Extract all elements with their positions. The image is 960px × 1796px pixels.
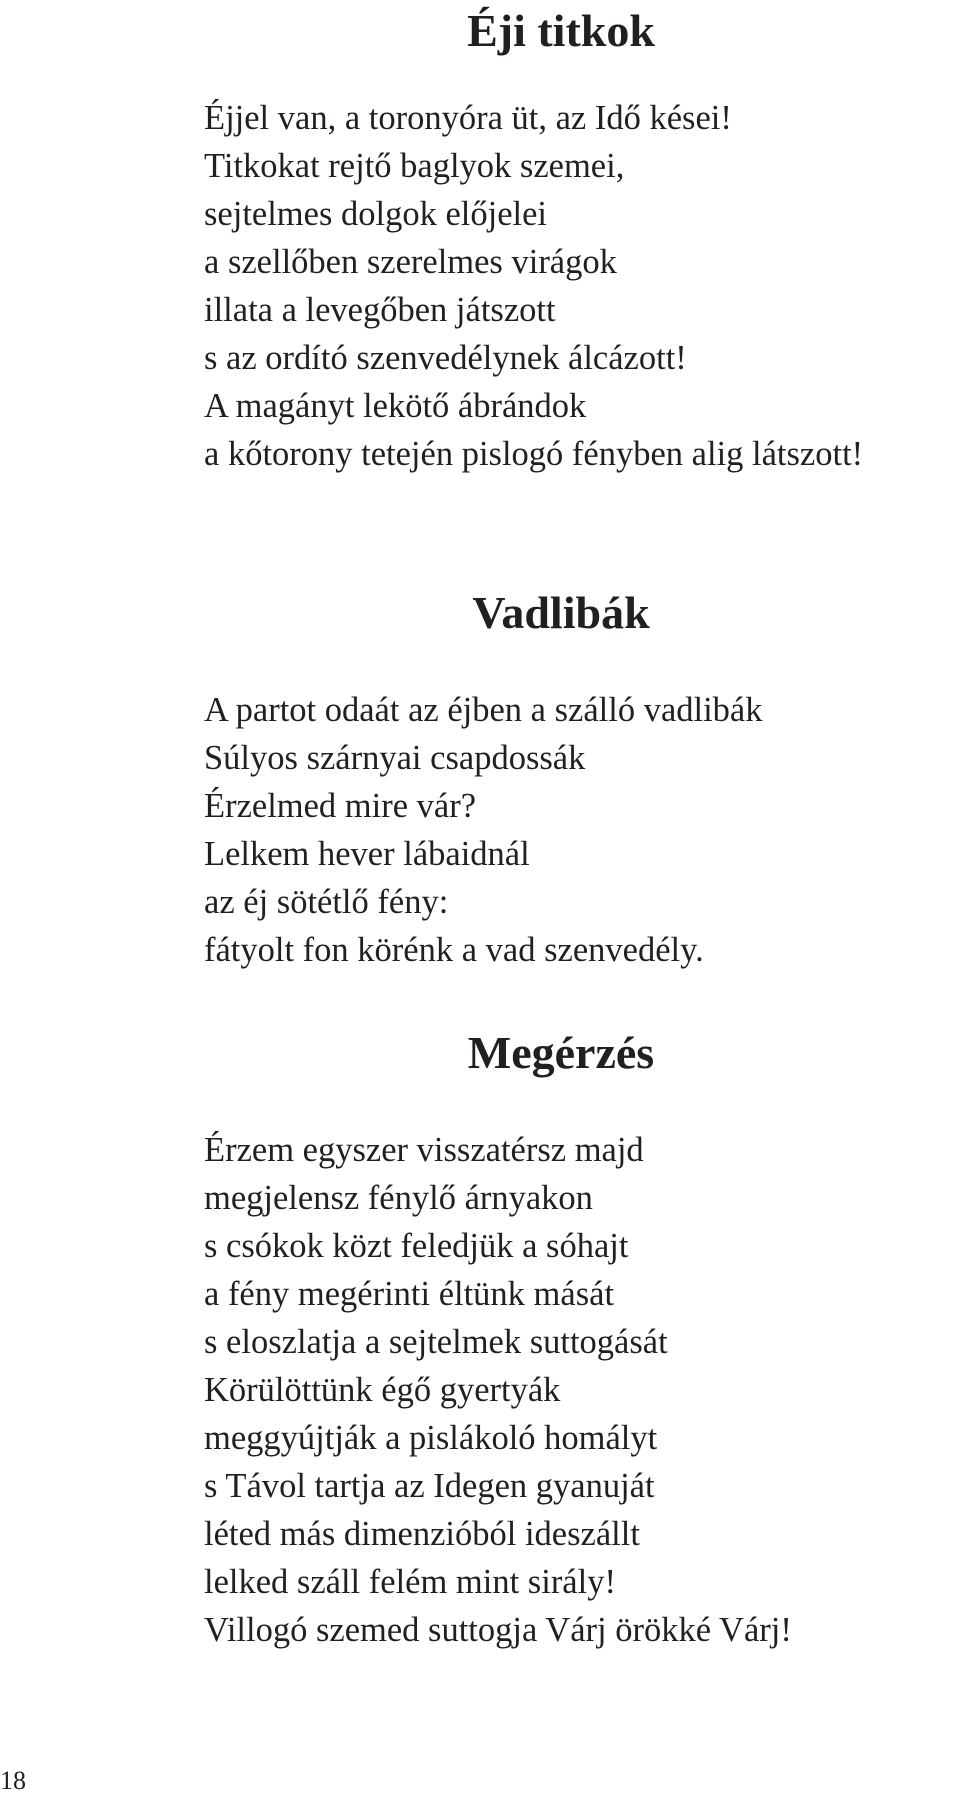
poem-title: Éji titkok (467, 5, 655, 56)
poem-line: a szellőben szerelmes virágok (204, 243, 617, 281)
poem-line: s csókok közt feledjük a sóhajt (204, 1227, 629, 1265)
poem-line: a fény megérinti éltünk mását (204, 1275, 615, 1313)
poem-title: Megérzés (467, 1027, 655, 1078)
page-number: 18 (0, 1766, 26, 1795)
poem-line: A partot odaát az éjben a szálló vadlibák (204, 691, 763, 729)
poem-line: Érzem egyszer visszatérsz majd (204, 1131, 644, 1169)
poem-line: illata a levegőben játszott (204, 291, 556, 329)
poem-line: sejtelmes dolgok előjelei (204, 195, 547, 233)
poem-line: Súlyos szárnyai csapdossák (204, 739, 586, 777)
poem-line: léted más dimenzióból ideszállt (204, 1515, 640, 1553)
poem-line: Éjjel van, a toronyóra üt, az Idő kései! (204, 99, 732, 137)
poem-title: Vadlibák (472, 587, 650, 638)
poem-line: Villogó szemed suttogja Várj örökké Várj! (204, 1611, 792, 1649)
poem-body (204, 94, 863, 478)
poem-line: a kőtorony tetején pislogó fényben alig látszott! (204, 435, 864, 473)
poem-line: s Távol tartja az Idegen gyanuját (204, 1467, 655, 1505)
poem-line: Érzelmed mire vár? (204, 787, 477, 825)
poem-line: Körülöttünk égő gyertyák (204, 1371, 561, 1409)
poem-line: A magányt lekötő ábrándok (204, 387, 587, 425)
poem-line: s eloszlatja a sejtelmek suttogását (204, 1323, 668, 1361)
poem-body (204, 1126, 792, 1654)
poem-line: lelked száll felém mint sirály! (204, 1563, 616, 1601)
poem-line: Titkokat rejtő baglyok szemei, (204, 147, 625, 185)
poem-line: fátyolt fon körénk a vad szenvedély. (204, 931, 704, 969)
poem-line: meggyújtják a pislákoló homályt (204, 1419, 658, 1457)
poem-line: Lelkem hever lábaidnál (204, 835, 530, 873)
poem-line: s az ordító szenvedélynek álcázott! (204, 339, 687, 377)
poem-line: megjelensz fénylő árnyakon (204, 1179, 593, 1217)
poem-line: az éj sötétlő fény: (204, 883, 449, 921)
poem-body (204, 686, 763, 974)
